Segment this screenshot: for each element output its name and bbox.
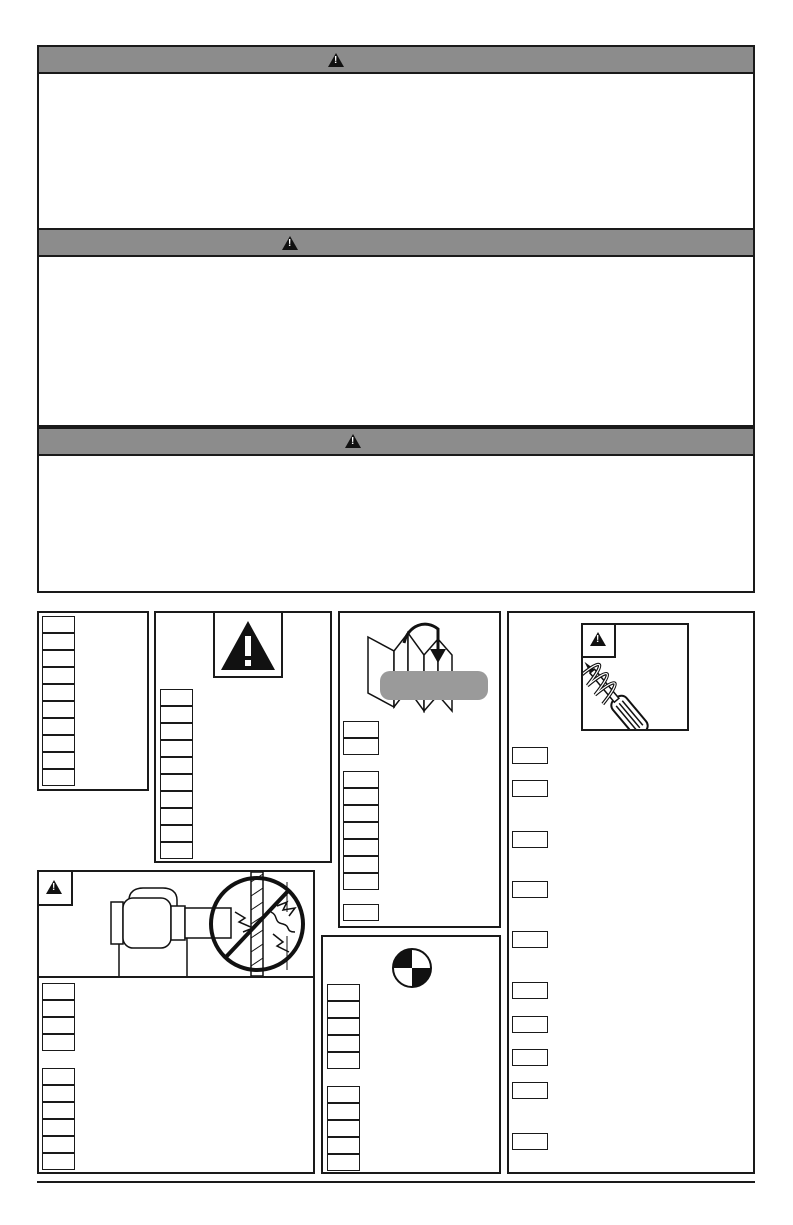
list-item — [512, 1016, 548, 1033]
list-item — [343, 805, 379, 822]
list-item — [160, 723, 193, 740]
safety-list-panel — [154, 611, 332, 863]
list-item — [42, 983, 75, 1000]
list-item — [327, 1035, 360, 1052]
list-item — [343, 822, 379, 839]
list-item — [160, 757, 193, 774]
list-item — [512, 747, 548, 764]
list-item — [42, 701, 75, 718]
list-item — [512, 1082, 548, 1099]
pipe-figure-area — [39, 872, 313, 978]
warning-triangle-icon — [345, 434, 361, 448]
list-item — [42, 667, 75, 684]
list-item — [42, 1153, 75, 1170]
warning-triangle-icon — [282, 236, 298, 250]
list-item — [42, 769, 75, 786]
balance-target-icon — [390, 946, 434, 990]
list-item — [327, 1018, 360, 1035]
list-item — [42, 684, 75, 701]
warning-box-3 — [37, 427, 755, 593]
list-item — [160, 774, 193, 791]
list-item — [343, 738, 379, 755]
list-item — [42, 735, 75, 752]
list-item — [42, 752, 75, 769]
warning-header-1 — [39, 47, 753, 74]
list-item — [42, 650, 75, 667]
list-item — [512, 881, 548, 898]
list-item — [42, 1017, 75, 1034]
list-item — [327, 1137, 360, 1154]
warning-triangle-icon — [215, 613, 281, 676]
screwdriver-figure-frame — [581, 623, 689, 731]
list-item — [327, 984, 360, 1001]
manual-panel — [338, 611, 501, 928]
list-item — [343, 788, 379, 805]
list-item — [42, 616, 75, 633]
list-item — [343, 771, 379, 788]
list-item — [42, 633, 75, 650]
list-item — [42, 718, 75, 735]
pipe-no-over-tighten-icon — [39, 872, 313, 976]
list-item — [42, 1034, 75, 1051]
list-item — [512, 831, 548, 848]
list-item — [512, 931, 548, 948]
tools-list-panel — [37, 611, 149, 791]
list-item — [42, 1136, 75, 1153]
screwdriver-panel — [507, 611, 755, 1174]
list-item — [512, 1049, 548, 1066]
balance-panel — [321, 935, 501, 1174]
manual-banner — [380, 671, 488, 700]
list-item — [327, 1001, 360, 1018]
list-item — [327, 1103, 360, 1120]
list-item — [42, 1102, 75, 1119]
list-item — [327, 1052, 360, 1069]
list-item — [343, 839, 379, 856]
warning-box-1 — [37, 45, 755, 230]
list-item — [160, 825, 193, 842]
footer-rule — [37, 1181, 755, 1183]
list-item — [343, 873, 379, 890]
list-item — [160, 808, 193, 825]
list-item — [160, 689, 193, 706]
list-item — [343, 904, 379, 921]
book-page-turn-icon — [346, 615, 496, 720]
list-item — [343, 721, 379, 738]
list-item — [327, 1120, 360, 1137]
warning-sign-frame — [213, 613, 283, 678]
list-item — [512, 1133, 548, 1150]
list-item — [160, 842, 193, 859]
list-item — [160, 740, 193, 757]
warning-header-3 — [39, 429, 753, 456]
screwdriver-warning-icon — [583, 625, 687, 729]
list-item — [160, 791, 193, 808]
list-item — [42, 1068, 75, 1085]
list-item — [327, 1086, 360, 1103]
list-item — [512, 982, 548, 999]
list-item — [42, 1119, 75, 1136]
list-item — [327, 1154, 360, 1171]
list-item — [512, 780, 548, 797]
list-item — [42, 1085, 75, 1102]
warning-triangle-icon — [328, 53, 344, 67]
list-item — [160, 706, 193, 723]
pipe-warning-panel — [37, 870, 315, 1174]
warning-header-2 — [39, 230, 753, 257]
list-item — [42, 1000, 75, 1017]
list-item — [343, 856, 379, 873]
warning-box-2 — [37, 228, 755, 427]
